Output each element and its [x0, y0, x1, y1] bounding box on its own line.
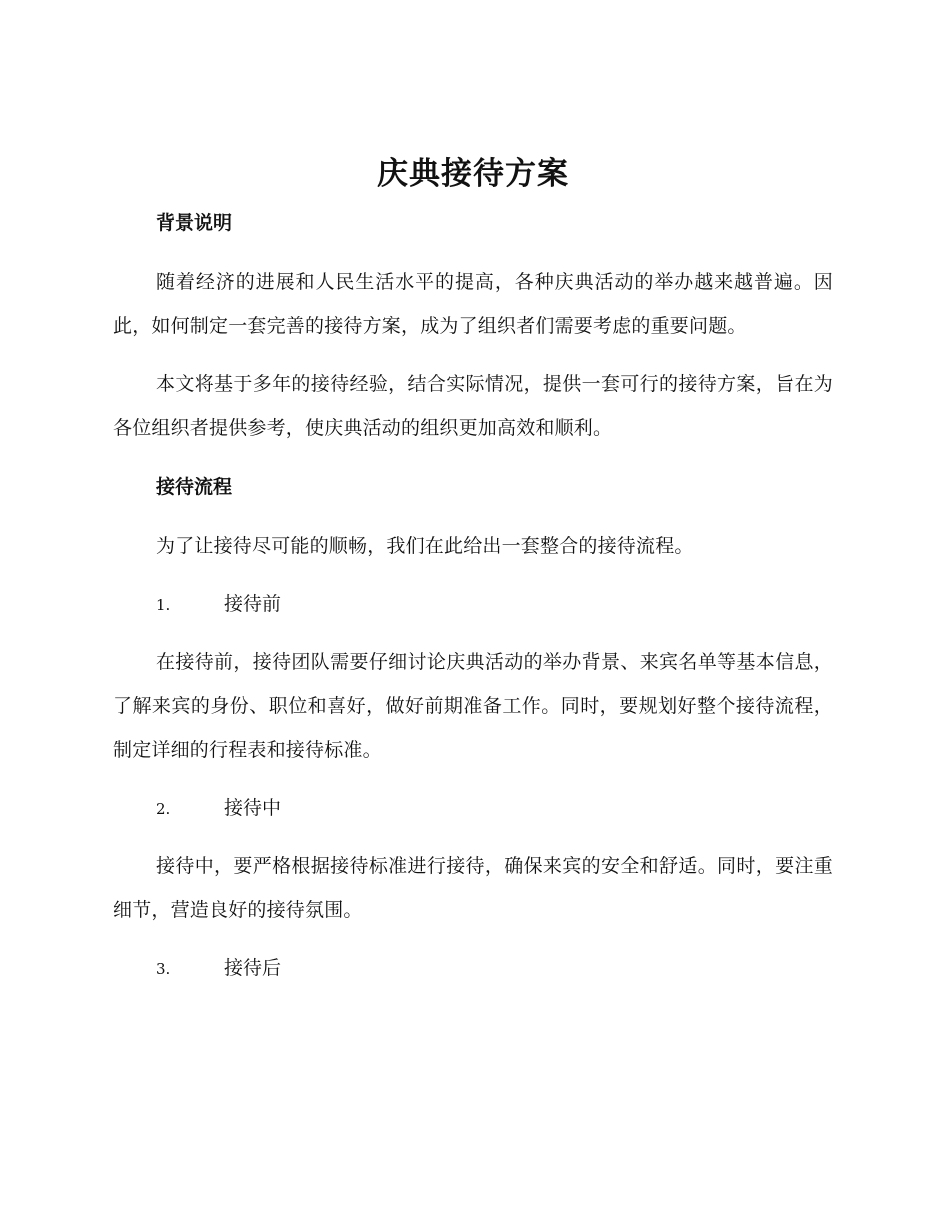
document-body — [113, 150, 833, 990]
spacer — [113, 238, 833, 260]
list-number: 1. — [156, 596, 171, 614]
document-title: 庆典接待方案 — [377, 156, 569, 192]
spacer — [113, 198, 833, 208]
spacer — [113, 772, 833, 786]
list-number: 3. — [156, 960, 171, 978]
spacer — [113, 348, 833, 362]
process-intro-paragraph: 为了让接待尽可能的顺畅，我们在此给出一套整合的接待流程。 — [156, 535, 694, 557]
spacer — [113, 830, 833, 844]
section-heading-background: 背景说明 — [156, 212, 233, 234]
list-item-step-1 — [113, 582, 833, 626]
spacer — [113, 450, 833, 472]
background-paragraph-2: 本文将基于多年的接待经验，结合实际情况，提供一套可行的接待方案，旨在为各位组织者提供参考，使庆典活动的组织更加高效和顺利。 — [113, 373, 833, 439]
spacer — [113, 626, 833, 640]
spacer — [113, 568, 833, 582]
list-item-step-2 — [113, 786, 833, 830]
section-heading-process: 接待流程 — [156, 476, 233, 498]
spacer — [113, 502, 833, 524]
background-paragraph-1: 随着经济的进展和人民生活水平的提高，各种庆典活动的举办越来越普遍。因此，如何制定一套完善的接待方案，成为了组织者们需要考虑的重要问题。 — [113, 271, 833, 337]
list-number: 2. — [156, 800, 171, 818]
list-label: 接待后 — [224, 957, 282, 979]
list-item-step-3 — [113, 946, 833, 990]
list-label: 接待前 — [224, 593, 282, 615]
step-2-paragraph: 接待中，要严格根据接待标准进行接待，确保来宾的安全和舒适。同时，要注重细节，营造良好的接待氛围。 — [113, 855, 833, 921]
spacer — [113, 932, 833, 946]
step-1-paragraph: 在接待前，接待团队需要仔细讨论庆典活动的举办背景、来宾名单等基本信息，了解来宾的身份、职位和喜好，做好前期准备工作。同时，要规划好整个接待流程，制定详细的行程表和接待标准。 — [113, 651, 833, 761]
list-label: 接待中 — [224, 797, 282, 819]
